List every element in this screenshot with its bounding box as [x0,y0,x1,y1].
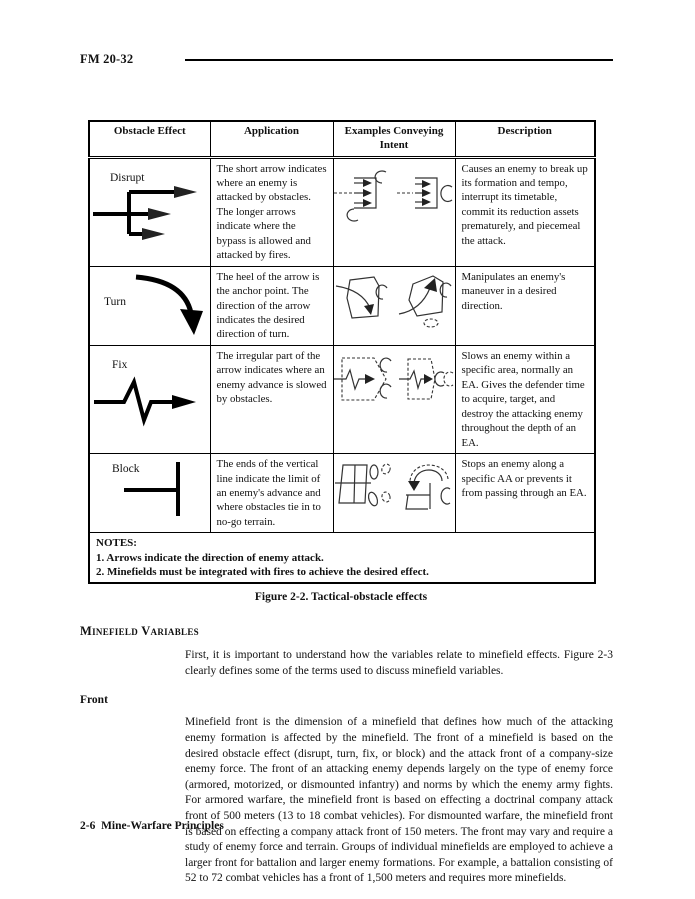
examples-block [340,457,450,515]
application-fix: The irregular part of the arrow indicates where an enemy advance is slowed by obstacles. [210,345,333,453]
tactical-obstacle-effects-table [88,120,594,584]
page-footer: 2-6 Mine-Warfare Principles [80,820,224,832]
examples-disrupt [340,162,450,224]
minefield-variables-paragraph: First, it is important to understand how the variables relate to minefield effects. Figure 2-3 clearly defines some of the terms used to discuss minefield variables. [185,649,613,677]
disrupt-example-sketch-2 [397,162,455,224]
table-row-block [89,454,595,533]
block-example-sketch-2 [398,457,456,515]
manual-id: FM 20-32 [80,52,134,66]
table-row-turn [89,266,595,345]
col-header-description: Description [455,121,595,157]
turn-curved-arrow-symbol [130,271,208,337]
effect-label-turn: Turn [104,295,126,308]
note-item-1: 1. Arrows indicate the direction of enemy attack. [96,551,324,564]
col-header-obstacle-effect: Obstacle Effect [89,121,210,157]
table-row-fix [89,345,595,453]
application-block: The ends of the vertical line indicate the limit of an enemy's advance and where obstacles tie in to no-go terrain. [210,454,333,533]
front-paragraph: Minefield front is the dimension of a minefield that defines how much of the attacking enemy formation is affected by the minefield. The front of a minefield is based on the desired obstacle effect (disrupt, turn, fix, or block) and the attack front of a company-size enemy force. The front of an attacking enemy depends largely on the type of enemy force (armored, motorized, or dismounted infantry) and norms by which the enemy army fights. For armored warfare, the minefield front is based on effecting a doctrinal company attack front of 500 meters (13 to 18 combat vehicles). For dismounted warfare, the minefield front is based on effecting a company attack front of 150 meters. The front may vary and require a study of enemy force and terrain. Groups of individual minefields are employed to achieve a larger front for battalion and larger enemy formations. For example, a battalion consisting of 52 to 72 combat vehicles has a front of 1,500 meters and requires more minefields. [185,716,613,885]
examples-fix [340,349,450,409]
header-rule [185,59,613,61]
table-notes-row [89,533,595,583]
block-example-sketch-1 [333,457,393,515]
figure-caption: Figure 2-2. Tactical-obstacle effects [254,591,428,604]
notes-title: NOTES: [96,537,137,550]
table-row-disrupt [89,157,595,266]
col-header-application: Application [210,121,333,157]
application-turn: The heel of the arrow is the anchor point. The direction of the arrow indicates the desired direction of turn. [210,266,333,345]
effect-label-disrupt: Disrupt [110,171,145,184]
effect-label-block: Block [112,463,140,476]
section-heading-front: Front [80,694,108,707]
disrupt-arrows-symbol [92,185,206,243]
note-item-2: 2. Minefields must be integrated with fires to achieve the desired effect. [96,565,429,578]
description-block: Stops an enemy along a specific AA or prevents it from passing through an EA. [455,454,595,533]
table-header-row [89,121,595,157]
section-heading-minefield-variables: Minefield Variables [80,624,199,639]
page-content [80,120,613,887]
block-tee-symbol [122,458,202,518]
col-header-examples: Examples Conveying Intent [333,121,455,157]
turn-example-sketch-2 [397,270,455,328]
effect-label-fix: Fix [112,358,128,371]
disrupt-example-sketch-1 [334,162,392,224]
description-turn: Manipulates an enemy's maneuver in a desired direction. [455,266,595,345]
fix-example-sketch-2 [399,349,455,409]
application-disrupt: The short arrow indicates where an enemy is attacked by obstacles. The longer arrows indicate where the bypass is allowed and attacked by fires. [210,157,333,266]
fix-example-sketch-1 [334,349,394,409]
turn-example-sketch-1 [334,270,392,328]
page-header [80,52,613,67]
examples-turn [340,270,450,328]
description-fix: Slows an enemy within a specific area, normally an EA. Gives the defender time to acquire, target, and destroy the attacking enemy throughout the depth of an EA. [455,345,595,453]
fix-zigzag-arrow-symbol [94,376,204,428]
description-disrupt: Causes an enemy to break up its formation and tempo, interrupt its timetable, commit its reduction assets prematurely, and piecemeal the attack. [455,157,595,266]
